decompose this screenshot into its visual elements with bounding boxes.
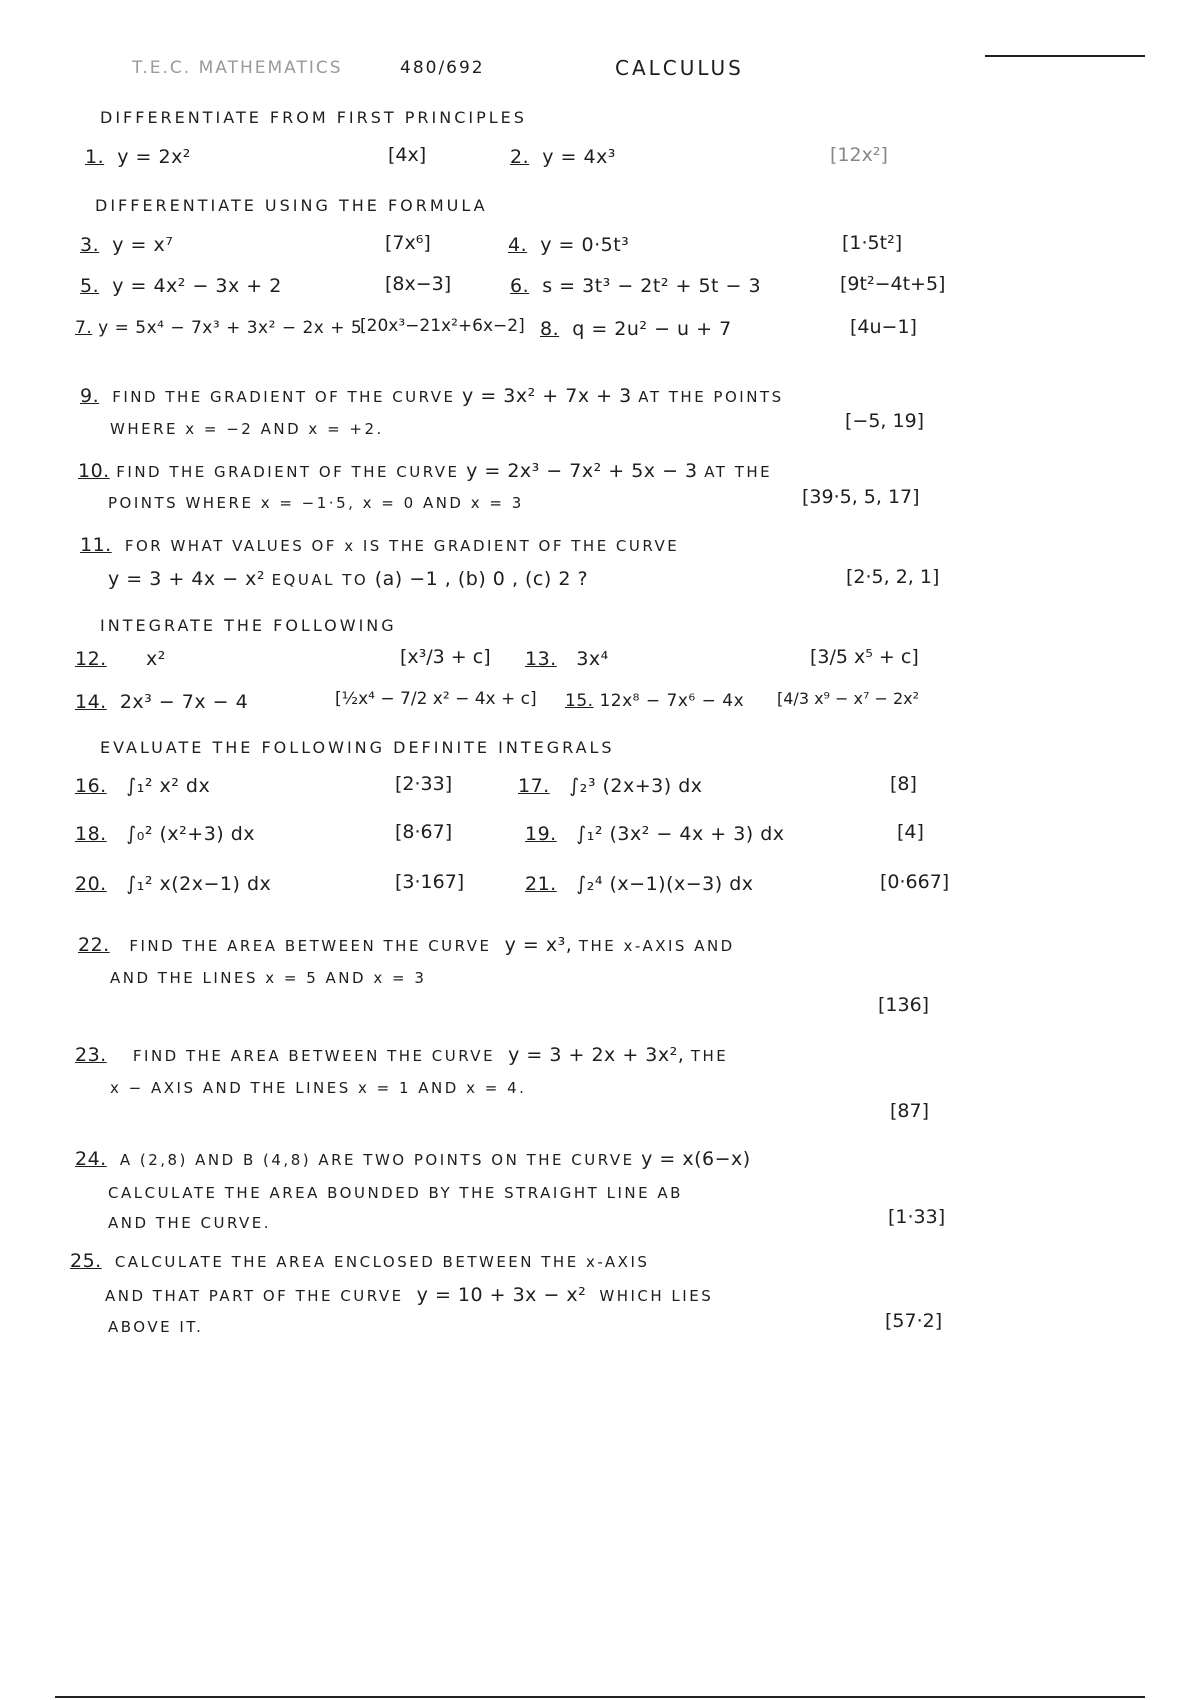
- question-22: [78, 934, 735, 956]
- answer-11: [2·5, 2, 1]: [846, 566, 940, 588]
- answer-13: [3/5 x⁵ + c]: [810, 646, 919, 668]
- answer-7: [20x³−21x²+6x−2]: [360, 316, 525, 336]
- answer-1: [4x]: [388, 144, 427, 166]
- question-10-line-2: POINTS WHERE x = −1·5, x = 0 AND x = 3: [108, 494, 524, 512]
- question-number: 15.: [565, 691, 594, 711]
- answer-4: [1·5t²]: [842, 232, 903, 254]
- worksheet: [70, 48, 985, 1338]
- question-11-line-2: [108, 568, 588, 590]
- top-rule: [985, 55, 1145, 57]
- question-5: [80, 275, 282, 297]
- question-number: 20.: [75, 873, 107, 895]
- question-23: [75, 1044, 728, 1066]
- section-formula: DIFFERENTIATE USING THE FORMULA: [95, 196, 488, 215]
- question-10: [78, 460, 772, 482]
- question-8: [540, 318, 732, 340]
- question-number: 16.: [75, 775, 107, 797]
- answer-24: [1·33]: [888, 1206, 946, 1228]
- section-integrate: INTEGRATE THE FOLLOWING: [100, 616, 397, 635]
- question-expression: ∫₀² (x²+3) dx: [126, 823, 256, 845]
- question-15: [565, 691, 744, 711]
- question-9: [80, 385, 784, 407]
- question-text: A (2,8) AND B (4,8) ARE TWO POINTS ON THE CURVE: [119, 1151, 635, 1169]
- question-24: [75, 1148, 751, 1170]
- question-number: 14.: [75, 691, 107, 713]
- question-18: [75, 823, 255, 845]
- question-11: [80, 534, 679, 556]
- answer-6: [9t²−4t+5]: [840, 273, 946, 295]
- course-title: T.E.C. MATHEMATICS: [132, 58, 343, 78]
- question-text-tail: AT THE: [704, 463, 773, 481]
- question-20: [75, 873, 271, 895]
- question-text: FIND THE GRADIENT OF THE CURVE: [116, 463, 460, 481]
- question-3: [80, 234, 173, 256]
- answer-12: [x³/3 + c]: [400, 646, 491, 668]
- question-text: FIND THE GRADIENT OF THE CURVE: [112, 388, 456, 406]
- question-16: [75, 775, 210, 797]
- question-number: 22.: [78, 934, 110, 956]
- answer-20: [3·167]: [395, 871, 465, 893]
- question-number: 8.: [540, 318, 560, 340]
- question-text: FIND THE AREA BETWEEN THE CURVE: [132, 1047, 496, 1065]
- answer-22: [136]: [878, 994, 930, 1016]
- question-expression: ∫₁² (3x² − 4x + 3) dx: [576, 823, 785, 845]
- answer-14: [½x⁴ − 7/2 x² − 4x + c]: [335, 689, 537, 709]
- question-expression: y = 3x² + 7x + 3: [462, 385, 632, 407]
- question-expression: y = 4x³: [542, 146, 616, 168]
- question-expression: y = x⁷: [112, 234, 174, 256]
- section-first-principles: DIFFERENTIATE FROM FIRST PRINCIPLES: [100, 108, 527, 127]
- question-number: 7.: [75, 318, 93, 338]
- answer-17: [8]: [890, 773, 917, 795]
- question-number: 1.: [85, 146, 105, 168]
- question-expression: s = 3t³ − 2t² + 5t − 3: [542, 275, 762, 297]
- question-number: 19.: [525, 823, 557, 845]
- question-expression: y = x³,: [504, 934, 573, 956]
- question-6: [510, 275, 761, 297]
- question-number: 2.: [510, 146, 530, 168]
- answer-16: [2·33]: [395, 773, 453, 795]
- question-expression: ∫₁² x² dx: [126, 775, 211, 797]
- question-expression: y = 10 + 3x − x²: [416, 1284, 587, 1306]
- question-13: [525, 648, 609, 670]
- answer-10: [39·5, 5, 17]: [802, 486, 920, 508]
- question-text: CALCULATE THE AREA ENCLOSED BETWEEN THE x-AXIS: [114, 1253, 650, 1271]
- question-number: 24.: [75, 1148, 107, 1170]
- question-number: 21.: [525, 873, 557, 895]
- page-title: CALCULUS: [615, 56, 744, 80]
- question-25-line-3: ABOVE IT.: [108, 1318, 204, 1336]
- question-number: 23.: [75, 1044, 107, 1066]
- question-parts: (a) −1 , (b) 0 , (c) 2 ?: [374, 568, 589, 590]
- question-number: 12.: [75, 648, 107, 670]
- question-number: 5.: [80, 275, 100, 297]
- question-number: 10.: [78, 460, 110, 482]
- question-7: [75, 318, 362, 338]
- question-expression: 2x³ − 7x − 4: [119, 691, 249, 713]
- answer-19: [4]: [897, 821, 924, 843]
- question-text-tail: THE x-AXIS AND: [578, 937, 735, 955]
- question-23-line-2: x − AXIS AND THE LINES x = 1 AND x = 4.: [110, 1079, 527, 1097]
- question-text: AND THAT PART OF THE CURVE: [105, 1287, 404, 1305]
- question-expression: x²: [145, 648, 166, 670]
- question-2: [510, 146, 616, 168]
- question-17: [518, 775, 703, 797]
- question-25-line-2: [105, 1284, 713, 1306]
- question-19: [525, 823, 785, 845]
- question-25: [70, 1250, 649, 1272]
- question-expression: q = 2u² − u + 7: [572, 318, 732, 340]
- question-number: 9.: [80, 385, 100, 407]
- question-number: 3.: [80, 234, 100, 256]
- question-expression: y = 5x⁴ − 7x³ + 3x² − 2x + 5: [98, 318, 363, 338]
- question-text-tail: THE: [690, 1047, 729, 1065]
- question-4: [508, 234, 629, 256]
- question-number: 4.: [508, 234, 528, 256]
- question-text-tail: WHICH LIES: [599, 1287, 714, 1305]
- question-text: FIND THE AREA BETWEEN THE CURVE: [129, 937, 492, 955]
- question-22-line-2: AND THE LINES x = 5 AND x = 3: [110, 969, 427, 987]
- question-text: FOR WHAT VALUES OF x IS THE GRADIENT OF THE CURVE: [124, 537, 680, 555]
- answer-15: [4/3 x⁹ − x⁷ − 2x²: [777, 689, 920, 708]
- question-expression: y = 4x² − 3x + 2: [112, 275, 282, 297]
- question-12: [75, 648, 166, 670]
- question-text-mid: EQUAL TO: [271, 571, 369, 589]
- question-number: 25.: [70, 1250, 102, 1272]
- question-expression: y = 2x³ − 7x² + 5x − 3: [466, 460, 698, 482]
- course-code: 480/692: [400, 58, 485, 78]
- question-number: 6.: [510, 275, 530, 297]
- question-21: [525, 873, 754, 895]
- question-14: [75, 691, 248, 713]
- question-number: 13.: [525, 648, 557, 670]
- question-expression: y = 3 + 4x − x²: [108, 568, 266, 590]
- question-expression: y = 0·5t³: [540, 234, 630, 256]
- question-number: 18.: [75, 823, 107, 845]
- answer-21: [0·667]: [880, 871, 950, 893]
- question-9-line-2: WHERE x = −2 AND x = +2.: [110, 420, 384, 438]
- question-1: [85, 146, 191, 168]
- question-expression: 3x⁴: [576, 648, 609, 670]
- question-number: 11.: [80, 534, 112, 556]
- answer-2: [12x²]: [830, 144, 888, 166]
- answer-3: [7x⁶]: [385, 232, 431, 254]
- answer-5: [8x−3]: [385, 273, 452, 295]
- question-expression: y = 2x²: [117, 146, 191, 168]
- answer-18: [8·67]: [395, 821, 453, 843]
- bottom-rule: [55, 1696, 1145, 1698]
- question-text-tail: AT THE POINTS: [638, 388, 784, 406]
- section-definite: EVALUATE THE FOLLOWING DEFINITE INTEGRALS: [100, 738, 615, 757]
- question-expression: ∫₂⁴ (x−1)(x−3) dx: [576, 873, 754, 895]
- answer-23: [87]: [890, 1100, 930, 1122]
- question-24-line-3: AND THE CURVE.: [108, 1214, 272, 1232]
- question-expression: ∫₂³ (2x+3) dx: [569, 775, 703, 797]
- answer-8: [4u−1]: [850, 316, 917, 338]
- question-expression: ∫₁² x(2x−1) dx: [126, 873, 272, 895]
- question-expression: 12x⁸ − 7x⁶ − 4x: [599, 691, 745, 711]
- question-number: 17.: [518, 775, 550, 797]
- question-24-line-2: CALCULATE THE AREA BOUNDED BY THE STRAIGHT LINE AB: [108, 1184, 683, 1202]
- answer-9: [−5, 19]: [845, 410, 925, 432]
- question-expression: y = x(6−x): [641, 1148, 751, 1170]
- answer-25: [57·2]: [885, 1310, 943, 1332]
- question-expression: y = 3 + 2x + 3x²,: [508, 1044, 685, 1066]
